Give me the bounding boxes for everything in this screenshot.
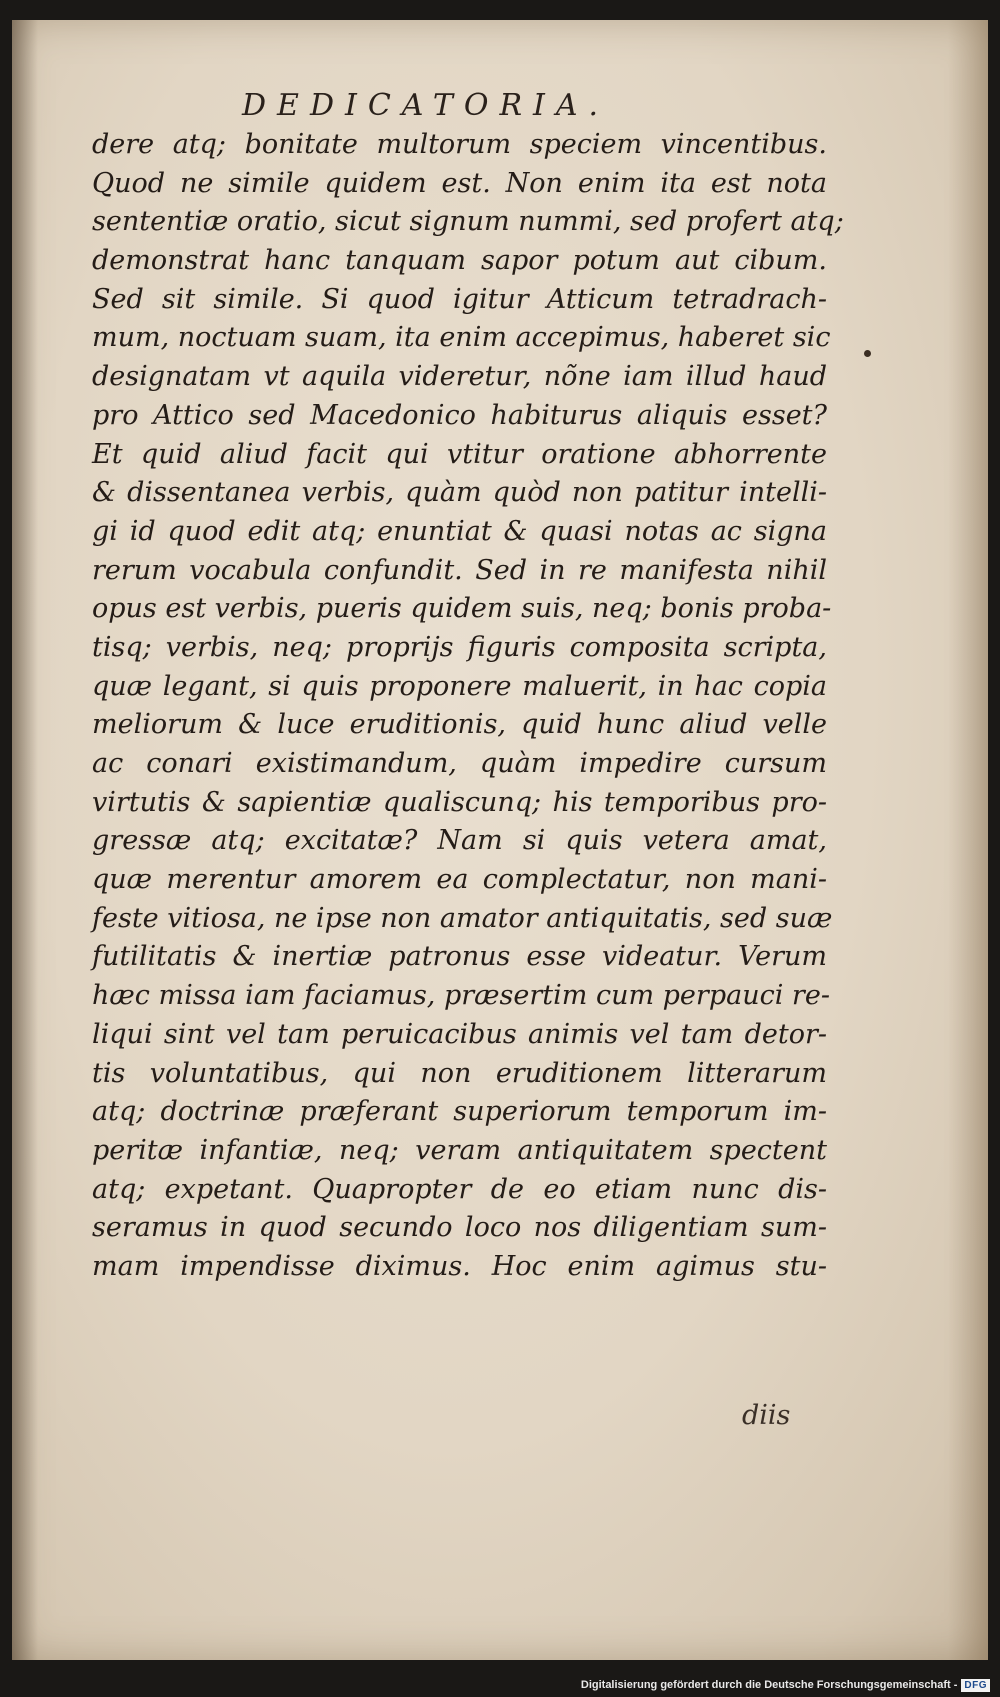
digitization-credit [581,1677,990,1693]
text-line: gressæ atq; excitatæ? Nam si quis vetera amat, [92,825,827,857]
text-line: liqui sint vel tam peruicacibus animis vel tam detor- [92,1018,827,1050]
running-head: DEDICATORIA. [242,88,610,123]
text-line: mam impendisse diximus. Hoc enim agimus stu- [92,1250,827,1282]
text-line: demonstrat hanc tanquam sapor potum aut cibum. [92,245,827,277]
text-line: mum, noctuam suam, ita enim accepimus, haberet sic [92,322,831,354]
dfg-logo: DFG [961,1679,990,1692]
text-line: peritæ infantiæ, neq; veram antiquitatem spectent [92,1134,827,1166]
text-line: atq; doctrinæ præferant superiorum temporum im- [92,1096,827,1128]
text-line: opus est verbis, pueris quidem suis, neq; bonis proba- [92,593,832,625]
text-line: gi id quod edit atq; enuntiat & quasi notas ac signa [92,515,827,547]
text-line: sententiæ oratio, sicut signum nummi, sed profert atq; [92,206,844,238]
text-line: rerum vocabula confundit. Sed in re manifesta nihil [92,554,827,586]
text-line: & dissentanea verbis, quàm quòd non patitur intelli- [92,477,827,509]
text-line: futilitatis & inertiæ patronus esse videatur. Verum [92,941,827,973]
book-page [12,20,988,1660]
text-line: quæ legant, si quis proponere maluerit, in hac copia [92,670,827,702]
ink-speck [864,350,871,357]
credit-text: Digitalisierung gefördert durch die Deutsche Forschungsgemeinschaft - [580,1679,958,1691]
text-line: meliorum & luce eruditionis, quid hunc aliud velle [92,709,827,741]
text-line: hæc missa iam faciamus, præsertim cum perpauci re- [92,980,830,1012]
text-line: pro Attico sed Macedonico habiturus aliquis esset? [92,399,827,431]
text-line: designatam vt aquila videretur, nõne iam illud haud [92,361,827,393]
text-line: dere atq; bonitate multorum speciem vincentibus. [92,129,827,160]
text-line: Sed sit simile. Si quod igitur Atticum tetradrach- [92,283,827,315]
text-block [92,126,844,1287]
text-line: virtutis & sapientiæ qualiscunq; his temporibus pro- [92,786,827,818]
text-line: Quod ne simile quidem est. Non enim ita est nota [92,167,827,199]
text-line: atq; expetant. Quapropter de eo etiam nunc dis- [92,1173,827,1205]
text-line: seramus in quod secundo loco nos diligentiam sum- [92,1212,827,1244]
catchword: diis [742,1400,791,1431]
text-line: feste vitiosa, ne ipse non amator antiquitatis, sed suæ [92,902,833,934]
text-line: quæ merentur amorem ea complectatur, non mani- [92,864,827,896]
text-line: tis voluntatibus, qui non eruditionem litterarum [92,1057,827,1089]
text-line: tisq; verbis, neq; proprijs figuris composita scripta, [92,631,827,663]
gutter-shadow [12,20,38,1660]
page-edge-shadow [948,20,988,1660]
text-line: Et quid aliud facit qui vtitur oratione abhorrente [92,438,827,470]
text-line: ac conari existimandum, quàm impedire cursum [92,748,827,779]
